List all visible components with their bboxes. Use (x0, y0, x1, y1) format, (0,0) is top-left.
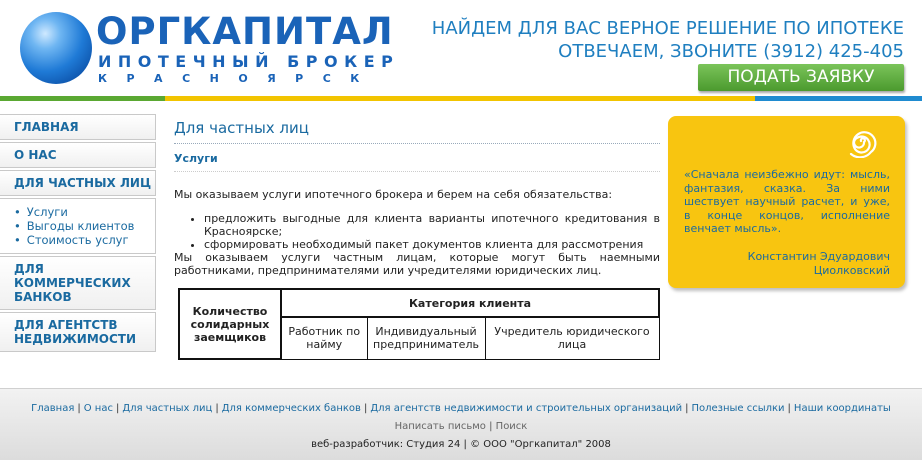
obligations-list (174, 212, 660, 251)
logo-globe-icon[interactable] (20, 12, 92, 84)
footer-link-agencies[interactable]: Для агентств недвижимости и строительных организаций (370, 403, 683, 414)
separator: | (485, 421, 496, 432)
agencies-label-line-1: ДЛЯ АГЕНТСТВ (14, 318, 118, 332)
footer-link-useful[interactable]: Полезные ссылки (691, 403, 785, 414)
category-founder: Учредитель юридического лица (485, 317, 659, 359)
footer-link-contacts[interactable]: Наши координаты (793, 403, 891, 414)
stripe-blue (755, 96, 922, 101)
footer-link-private[interactable]: Для частных лиц (122, 403, 213, 414)
sidebar-item-home[interactable]: ГЛАВНАЯ (0, 114, 156, 140)
footer-link-banks[interactable]: Для коммерческих банков (221, 403, 361, 414)
slogan-line-1: НАЙДЕМ ДЛЯ ВАС ВЕРНОЕ РЕШЕНИЕ ПО ИПОТЕКЕ (431, 18, 904, 39)
page-title: Для частных лиц (174, 118, 660, 144)
sidebar-item-agencies[interactable] (0, 312, 156, 352)
separator: | (685, 403, 689, 414)
client-category-table (178, 288, 660, 360)
footer-nav (0, 403, 922, 415)
stripe-green (0, 96, 165, 101)
copyright-text: веб-разработчик: Студия 24 | © ООО "Оргкапитал" 2008 (311, 439, 611, 450)
separator: | (115, 403, 120, 414)
sidebar-nav (0, 114, 156, 354)
quote-box (668, 116, 905, 288)
separator: | (77, 403, 81, 414)
submenu-item-benefits[interactable]: • Выгоды клиентов (14, 219, 155, 233)
banks-label-line-3: БАНКОВ (14, 290, 72, 304)
footer-link-home[interactable]: Главная (31, 403, 75, 414)
sidebar-submenu (0, 198, 156, 254)
footer-link-about[interactable]: О нас (83, 403, 113, 414)
separator: | (787, 403, 791, 414)
site-header (0, 0, 922, 96)
site-footer (0, 388, 922, 460)
agencies-label-line-2: НЕДВИЖИМОСТИ (14, 332, 137, 346)
logo-title[interactable]: ОРГКАПИТАЛ (96, 10, 394, 53)
list-item: • предложить выгодные для клиента варианты ипотечного кредитования в Красноярске; (204, 212, 660, 238)
slogan-line-2: ОТВЕЧАЕМ, ЗВОНИТЕ (3912) 425-405 (558, 41, 904, 62)
spiral-icon (844, 124, 878, 158)
banks-label-line-2: КОММЕРЧЕСКИХ (14, 276, 131, 290)
search-link[interactable]: Поиск (495, 421, 528, 432)
sidebar-item-banks[interactable] (0, 256, 156, 310)
write-letter-link[interactable]: Написать письмо (394, 421, 486, 432)
footer-utility-links (0, 421, 922, 433)
sidebar-item-private[interactable]: ДЛЯ ЧАСТНЫХ ЛИЦ (0, 170, 156, 196)
category-group-header: Категория клиента (281, 289, 659, 317)
submenu-item-cost[interactable]: • Стоимость услуг (14, 233, 155, 247)
stripe-yellow (165, 96, 755, 101)
list-item: • сформировать необходимый пакет документов клиента для рассмотрения (204, 238, 660, 251)
banks-label-line-1: ДЛЯ (14, 262, 44, 276)
clients-paragraph: Мы оказываем услуги частным лицам, которые могут быть наемными работниками, предпринимателями или учредителями юридических лиц. (174, 251, 660, 277)
section-title: Услуги (174, 152, 660, 172)
main-content (174, 118, 660, 277)
quote-text: «Сначала неизбежно идут: мысль, фантазия, сказка. За ними шествует научный расчет, и уже, в конце концов, исполнение венчает мысль». (684, 168, 890, 235)
logo-subtitle: ИПОТЕЧНЫЙ БРОКЕР (98, 52, 400, 71)
submenu-item-services[interactable]: • Услуги (14, 205, 155, 219)
intro-text: Мы оказываем услуги ипотечного брокера и берем на себя обязательства: (174, 188, 613, 201)
separator: | (215, 403, 219, 414)
quote-author: Константин Эдуардович Циолковский (747, 250, 890, 277)
logo-city: КРАСНОЯРСК (98, 72, 379, 85)
sidebar-item-about[interactable]: О НАС (0, 142, 156, 168)
submit-application-button[interactable]: ПОДАТЬ ЗАЯВКУ (698, 64, 904, 91)
separator: | (363, 403, 368, 414)
header-color-stripe (0, 96, 922, 101)
borrowers-count-header: Количество солидарных заемщиков (179, 289, 281, 359)
category-employee: Работник по найму (281, 317, 367, 359)
category-entrepreneur: Индивидуальный предприниматель (367, 317, 485, 359)
